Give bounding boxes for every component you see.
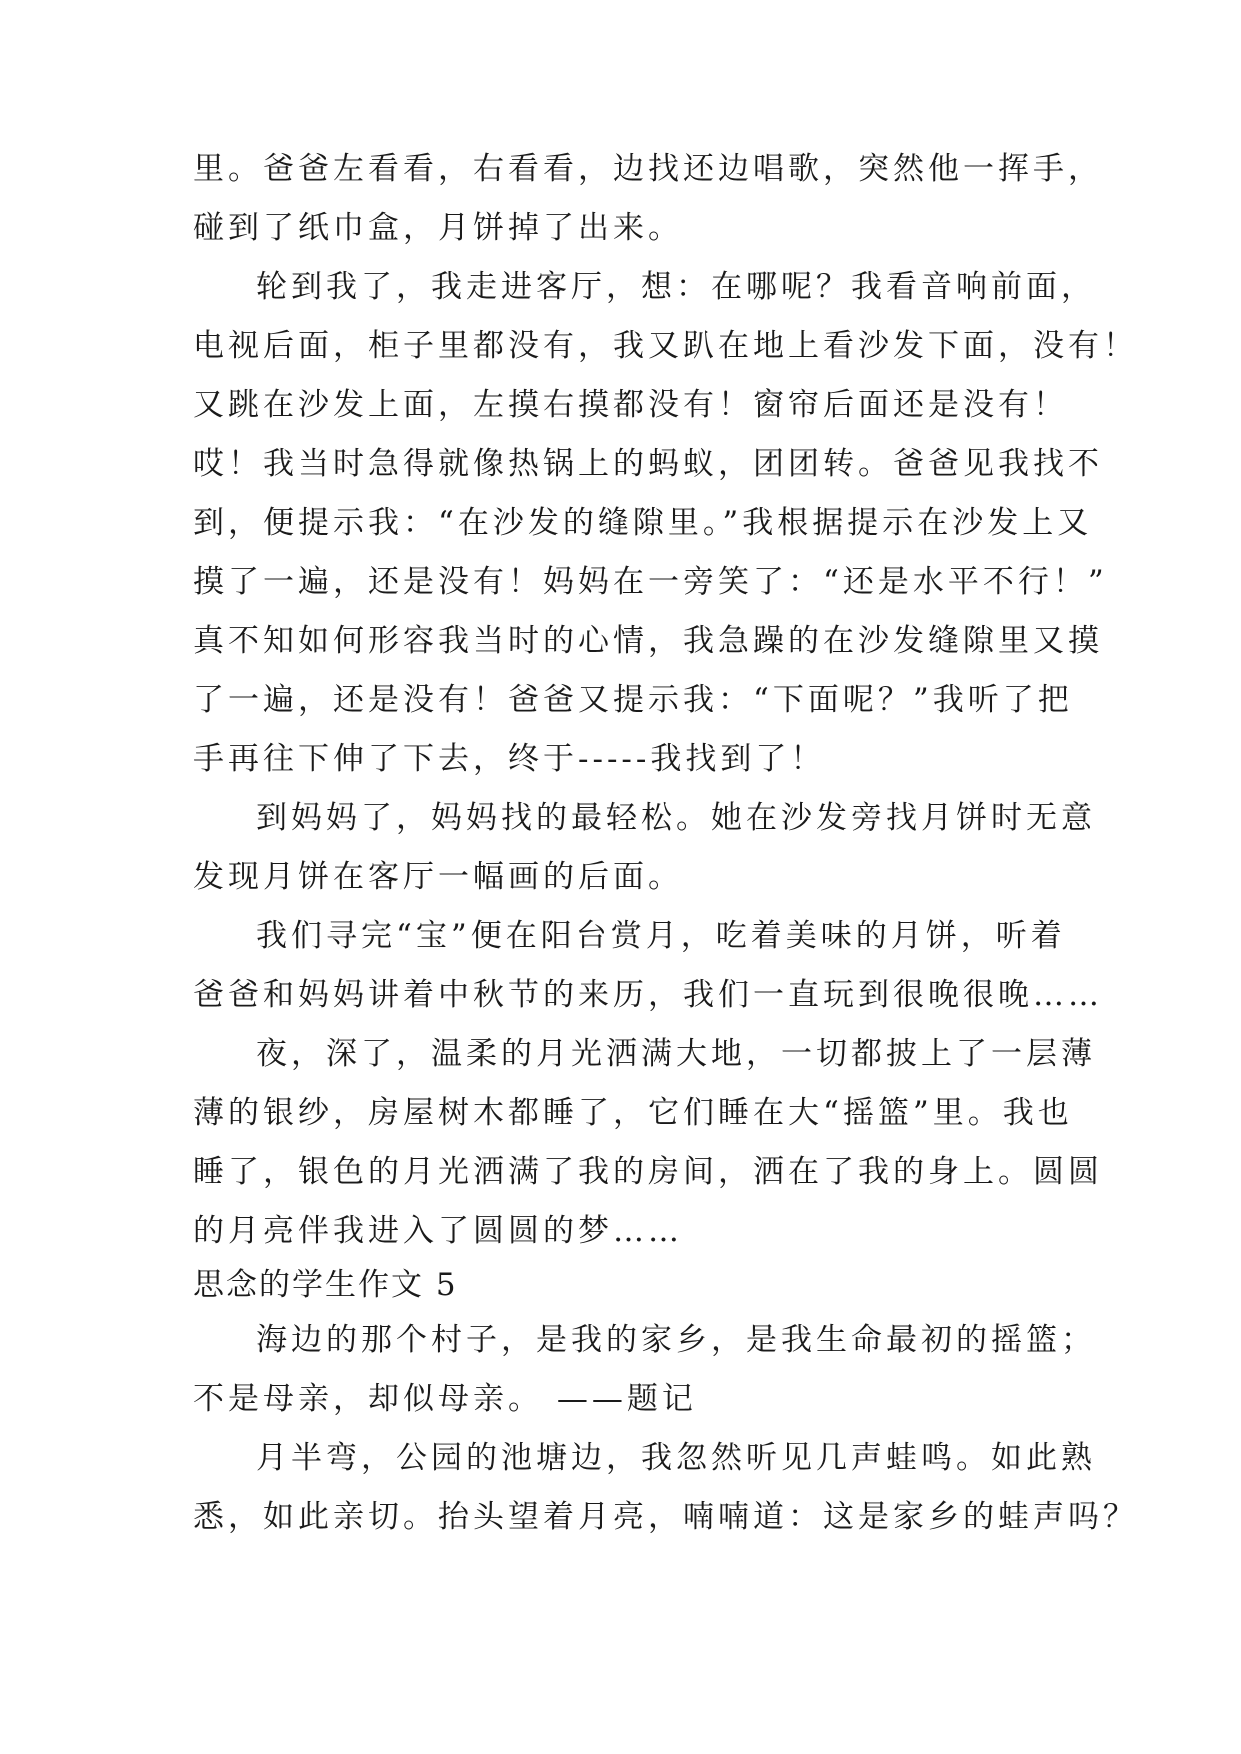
text-line: 到，便提示我：“在沙发的缝隙里。”我根据提示在沙发上又	[193, 505, 1093, 541]
paragraph-first-line: 轮到我了，我走进客厅，想：在哪呢？我看音响前面，	[256, 269, 1096, 305]
paragraph-first-line: 到妈妈了，妈妈找的最轻松。她在沙发旁找月饼时无意	[256, 800, 1096, 836]
text-line: 真不知如何形容我当时的心情，我急躁的在沙发缝隙里又摸	[193, 623, 1103, 659]
text-line: 哎！我当时急得就像热锅上的蚂蚁，团团转。爸爸见我找不	[193, 446, 1103, 482]
text-line: 碰到了纸巾盒，月饼掉了出来。	[193, 210, 683, 246]
text-line: 摸了一遍，还是没有！妈妈在一旁笑了：“还是水平不行！”	[193, 564, 1108, 600]
section-heading: 思念的学生作文 5	[193, 1267, 458, 1303]
text-line: 电视后面，柜子里都没有，我又趴在地上看沙发下面，没有！	[193, 328, 1138, 364]
text-line: 了一遍，还是没有！爸爸又提示我：“下面呢？”我听了把	[193, 682, 1073, 718]
text-line: 发现月饼在客厅一幅画的后面。	[193, 859, 683, 895]
text-line: 爸爸和妈妈讲着中秋节的来历，我们一直玩到很晚很晚……	[193, 977, 1103, 1013]
paragraph-first-line: 海边的那个村子，是我的家乡，是我生命最初的摇篮；	[256, 1322, 1096, 1358]
text-line: 手再往下伸了下去，终于-----我找到了！	[193, 741, 826, 777]
text-line: 薄的银纱，房屋树木都睡了，它们睡在大“摇篮”里。我也	[193, 1095, 1073, 1131]
text-line: 里。爸爸左看看，右看看，边找还边唱歌，突然他一挥手，	[193, 151, 1103, 187]
paragraph-first-line: 我们寻完“宝”便在阳台赏月，吃着美味的月饼，听着	[256, 918, 1066, 954]
text-line: 悉，如此亲切。抬头望着月亮，喃喃道：这是家乡的蛙声吗？	[193, 1499, 1138, 1535]
text-line: 的月亮伴我进入了圆圆的梦……	[193, 1213, 683, 1249]
text-line: 又跳在沙发上面，左摸右摸都没有！窗帘后面还是没有！	[193, 387, 1068, 423]
text-line: 睡了，银色的月光洒满了我的房间，洒在了我的身上。圆圆	[193, 1154, 1103, 1190]
text-line: 不是母亲，却似母亲。 ——题记	[193, 1381, 697, 1417]
paragraph-first-line: 月半弯，公园的池塘边，我忽然听见几声蛙鸣。如此熟	[256, 1440, 1096, 1476]
paragraph-first-line: 夜，深了，温柔的月光洒满大地，一切都披上了一层薄	[256, 1036, 1096, 1072]
